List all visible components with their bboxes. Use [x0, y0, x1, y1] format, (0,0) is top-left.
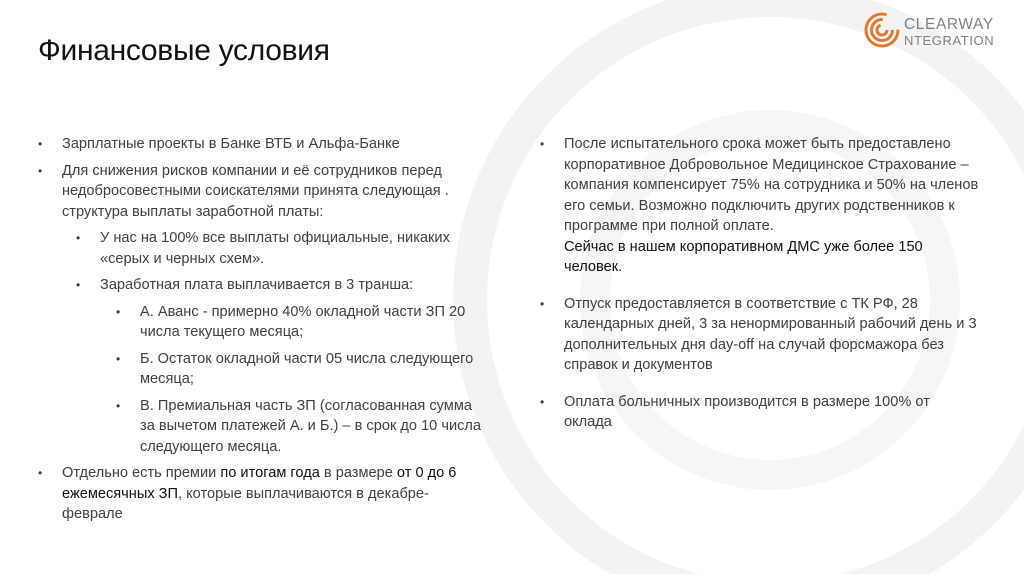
highlight-text: Сейчас в нашем корпоративном ДМС уже более 150 человек.	[564, 238, 923, 275]
list-item	[38, 134, 488, 155]
list-item-text: , которые выплачиваются в декабре-феврале	[62, 485, 429, 522]
list-item	[540, 392, 980, 433]
bullet: •	[116, 398, 121, 413]
bullet: •	[38, 137, 43, 151]
list-item	[38, 463, 488, 525]
list-item-text: А. Аванс - примерно 40% окладной части ЗП 20 числа текущего месяца;	[140, 303, 466, 340]
bullet: •	[540, 296, 545, 311]
list-item	[38, 349, 488, 390]
list-item	[38, 161, 488, 223]
list-item-text: Отдельно есть премии	[62, 465, 221, 481]
bullet: •	[540, 394, 545, 409]
highlight-text: от 0 до 6 ежемесячных ЗП	[62, 465, 457, 502]
list-item-text: Заработная плата выплачивается в 3 транша:	[100, 277, 414, 293]
bullet: •	[38, 163, 43, 178]
bullet: •	[116, 351, 121, 366]
logo-text-clearway: CLEARWAY	[904, 16, 994, 33]
page-title: Финансовые условия	[38, 34, 330, 67]
list-item-text: После испытательного срока может быть предоставлено корпоративное Добровольное Медицинское Страхование – компания компенсирует 75% на сотрудника и 50% на членов его семьи. Возможно подключить других родственников к программе при полной оплате.	[564, 136, 979, 234]
clearway-logo-icon	[864, 12, 900, 48]
right-column	[540, 134, 980, 449]
list-item	[38, 228, 488, 269]
highlight-text: по итогам года	[220, 465, 320, 481]
bullet: •	[76, 231, 81, 245]
list-item	[540, 294, 980, 376]
list-item-text: У нас на 100% все выплаты официальные, никаких «серых и черных схем».	[100, 230, 450, 267]
list-item-text: Б. Остаток окладной части 05 числа следующего месяца;	[140, 350, 474, 387]
left-column	[38, 134, 488, 531]
list-item-text: Оплата больничных производится в размере 100% от оклада	[564, 393, 930, 430]
list-item-text: В. Премиальная часть ЗП (согласованная сумма за вычетом платежей А. и Б.) – в срок до 10 числа следующего месяца.	[140, 397, 482, 455]
list-item	[38, 275, 488, 296]
bullet: •	[38, 466, 43, 480]
company-logo	[864, 12, 1014, 50]
list-item	[38, 302, 488, 343]
bullet: •	[76, 278, 81, 292]
list-item-text: в размере	[319, 465, 397, 481]
bullet: •	[116, 304, 121, 319]
list-item-text: Зарплатные проекты в Банке ВТБ и Альфа-Банке	[62, 136, 400, 152]
list-item	[38, 396, 488, 458]
list-item-text: Для снижения рисков компании и её сотрудников перед недобросовестными соискателями принята следующая . структура выплаты заработной платы:	[62, 162, 449, 220]
list-item-text: Отпуск предоставляется в соответствие с ТК РФ, 28 календарных дней, 3 за ненормированный рабочий день и 3 дополнительных дня day-off на случай форсмажора без справок и документов	[564, 295, 977, 373]
logo-text-integration: NTEGRATION	[904, 33, 995, 48]
list-item	[540, 134, 980, 278]
bullet: •	[540, 137, 545, 151]
